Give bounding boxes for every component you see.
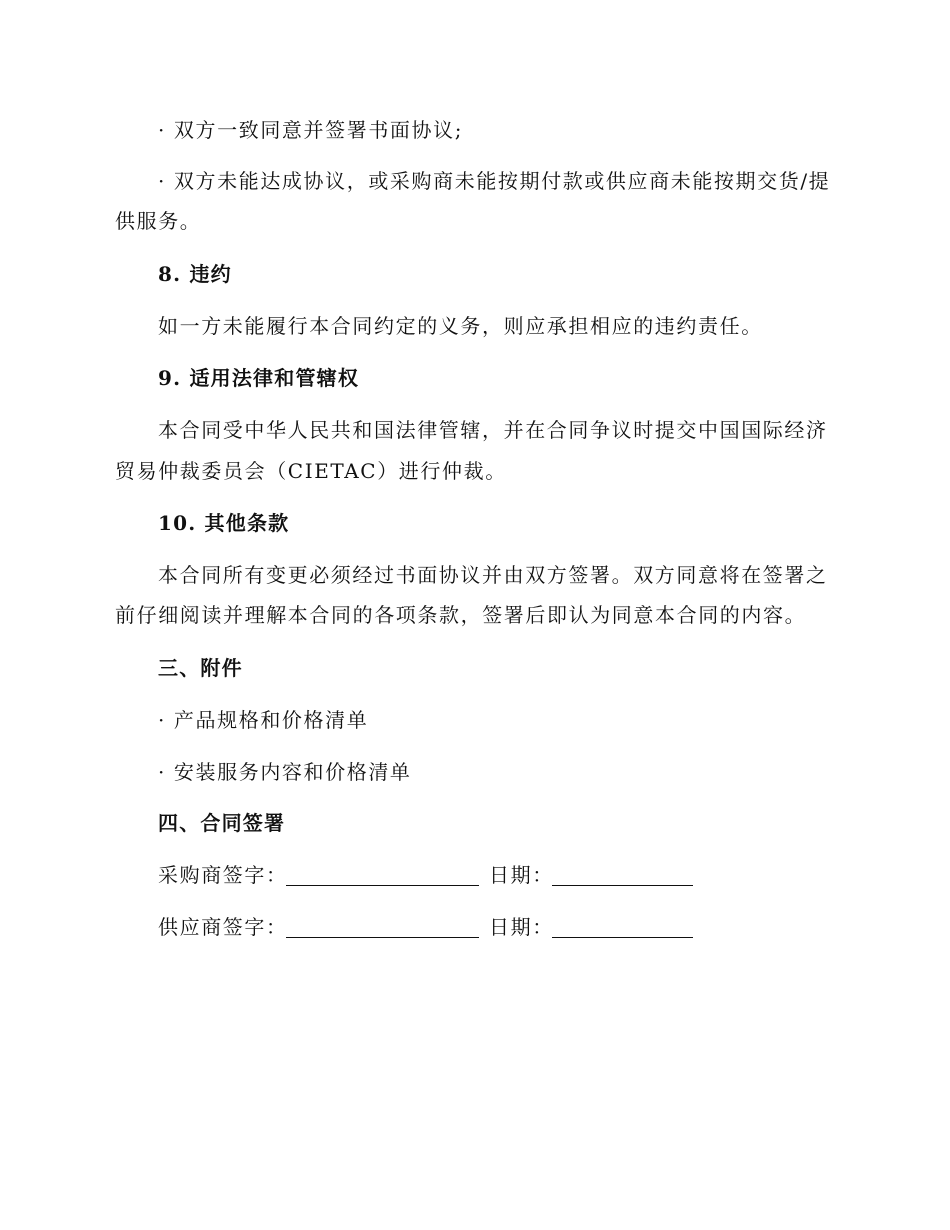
bullet-failure-line-1: · 双方未能达成协议，或采购商未能按期付款或供应商未能按期交货/提: [158, 169, 831, 193]
section-9-text-line-2: 贸易仲裁委员会（CIETAC）进行仲裁。: [115, 459, 507, 483]
section-8-heading: 8. 违约: [158, 262, 232, 286]
attachment-item-installation: · 安装服务内容和价格清单: [158, 760, 412, 784]
section-10-text-line-1: 本合同所有变更必须经过书面协议并由双方签署。双方同意将在签署之: [158, 563, 828, 587]
section-10-text-line-2: 前仔细阅读并理解本合同的各项条款，签署后即认为同意本合同的内容。: [115, 603, 807, 627]
bullet-mutual-agreement: · 双方一致同意并签署书面协议;: [158, 118, 464, 142]
signature-row-buyer: [158, 863, 718, 891]
signature-row-supplier: [158, 915, 718, 943]
signature-heading: 四、合同签署: [158, 811, 286, 835]
supplier-signature-label: 供应商签字：: [158, 915, 288, 939]
attachments-heading: 三、附件: [158, 656, 243, 680]
supplier-date-field[interactable]: [552, 937, 693, 938]
buyer-date-field[interactable]: [552, 885, 693, 886]
bullet-failure-line-2: 供服务。: [115, 209, 202, 233]
buyer-date-label: 日期：: [489, 863, 554, 887]
supplier-date-label: 日期：: [489, 915, 554, 939]
buyer-signature-field[interactable]: [286, 885, 479, 886]
section-9-text-line-1: 本合同受中华人民共和国法律管辖，并在合同争议时提交中国国际经济: [158, 418, 828, 442]
supplier-signature-field[interactable]: [286, 937, 479, 938]
section-9-heading: 9. 适用法律和管辖权: [158, 366, 360, 390]
attachment-item-product-spec: · 产品规格和价格清单: [158, 708, 369, 732]
section-8-text: 如一方未能履行本合同约定的义务，则应承担相应的违约责任。: [158, 314, 763, 338]
buyer-signature-label: 采购商签字：: [158, 863, 288, 887]
section-10-heading: 10. 其他条款: [158, 511, 290, 535]
